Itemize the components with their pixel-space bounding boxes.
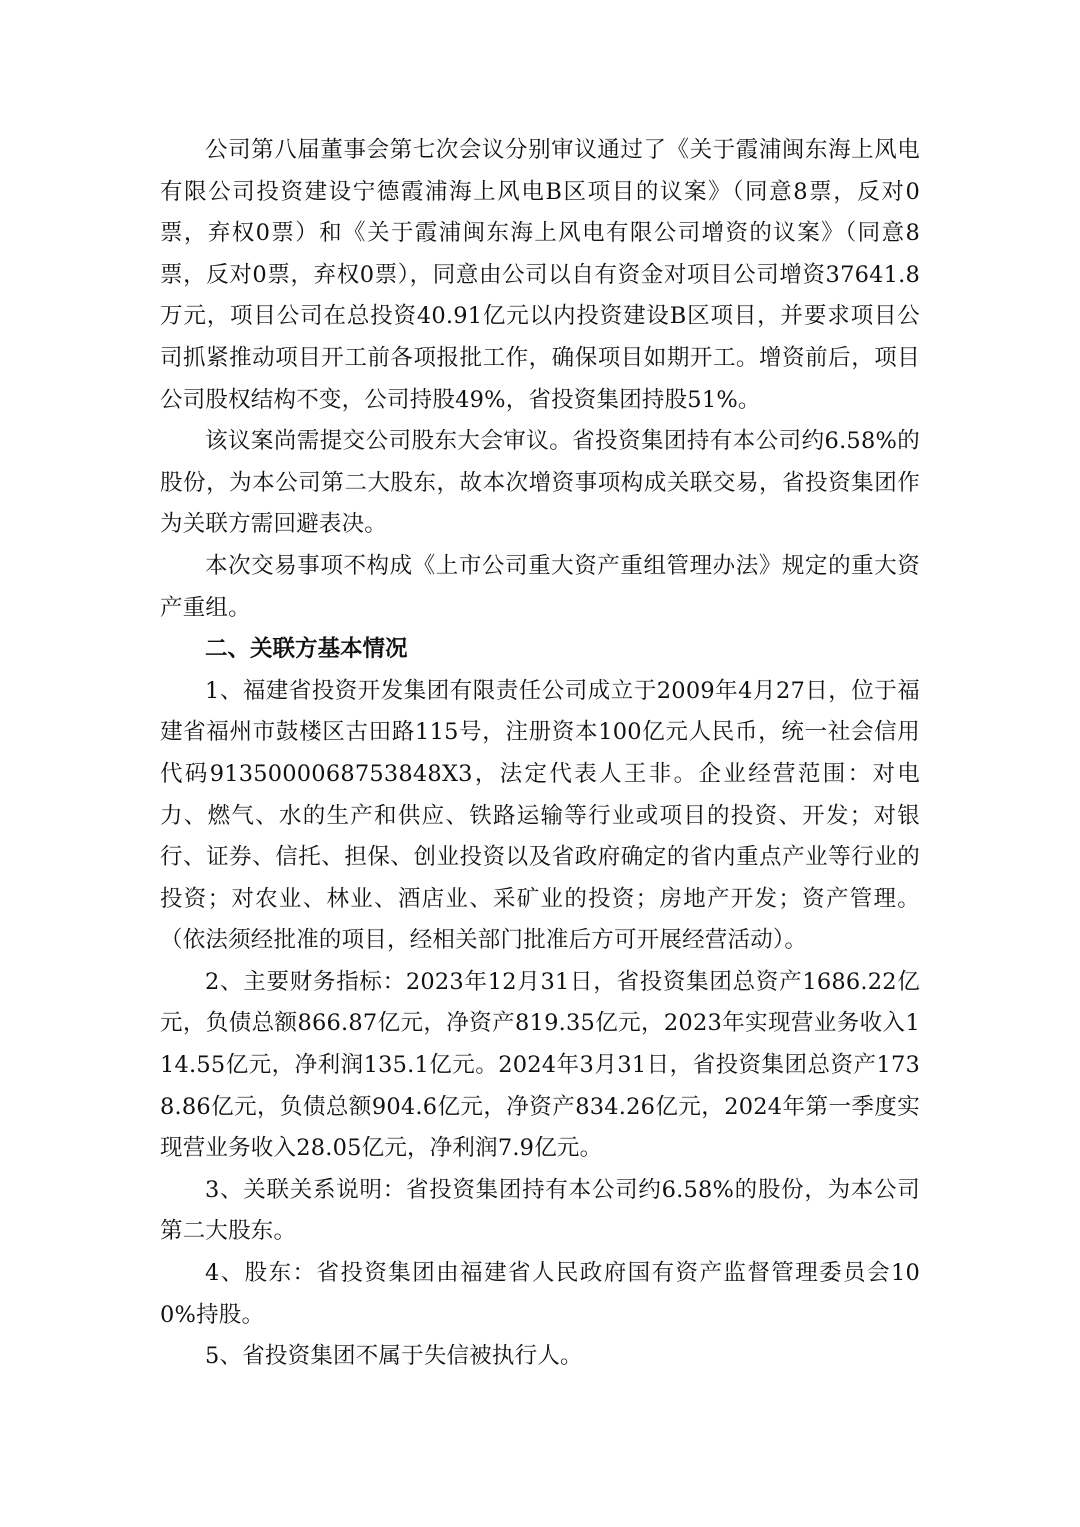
item-not-dishonest: 5、省投资集团不属于失信被执行人。 [205, 1343, 583, 1370]
document-page [160, 130, 920, 1378]
item-company-profile: 1、福建省投资开发集团有限责任公司成立于2009年4月27日，位于福建省福州市鼓楼区古田路115号，注册资本100亿元人民币，统一社会信用代码9135000068753848X3，法定代表人王非。企业经营范围：对电力、燃气、水的生产和供应、铁路运输等行业或项目的投资、开发；对银行、证券、信托、担保、创业投资以及省政府确定的省内重点产业等行业的投资；对农业、林业、酒店业、采矿业的投资；房地产开发；资产管理。（依法须经批准的项目，经相关部门批准后方可开展经营活动）。 [160, 677, 920, 954]
item-relationship: 3、关联关系说明：省投资集团持有本公司约6.58%的股份，为本公司第二大股东。 [160, 1176, 920, 1245]
item-shareholder: 4、股东：省投资集团由福建省人民政府国有资产监督管理委员会100%持股。 [160, 1260, 920, 1328]
section-heading-related-party: 二、关联方基本情况 [205, 636, 408, 663]
paragraph-related-transaction: 该议案尚需提交公司股东大会审议。省投资集团持有本公司约6.58%的股份，为本公司第二大股东，故本次增资事项构成关联交易，省投资集团作为关联方需回避表决。 [160, 428, 920, 538]
paragraph-board-resolution: 公司第八届董事会第七次会议分别审议通过了《关于霞浦闽东海上风电有限公司投资建设宁德霞浦海上风电B区项目的议案》（同意8票，反对0票，弃权0票）和《关于霞浦闽东海上风电有限公司增资的议案》（同意8票，反对0票，弃权0票），同意由公司以自有资金对项目公司增资37641.8万元，项目公司在总投资40.91亿元以内投资建设B区项目，并要求项目公司抓紧推动项目开工前各项报批工作，确保项目如期开工。增资前后，项目公司股权结构不变，公司持股49%，省投资集团持股51%。 [160, 137, 920, 413]
item-financial-indicators: 2、主要财务指标：2023年12月31日，省投资集团总资产1686.22亿元，负债总额866.87亿元，净资产819.35亿元，2023年实现营业务收入114.55亿元，净利润135.1亿元。2024年3月31日，省投资集团总资产1738.86亿元，负债总额904.6亿元，净资产834.26亿元，2024年第一季度实现营业务收入28.05亿元，净利润7.9亿元。 [160, 968, 920, 1162]
paragraph-not-major-restructuring: 本次交易事项不构成《上市公司重大资产重组管理办法》规定的重大资产重组。 [160, 552, 920, 621]
